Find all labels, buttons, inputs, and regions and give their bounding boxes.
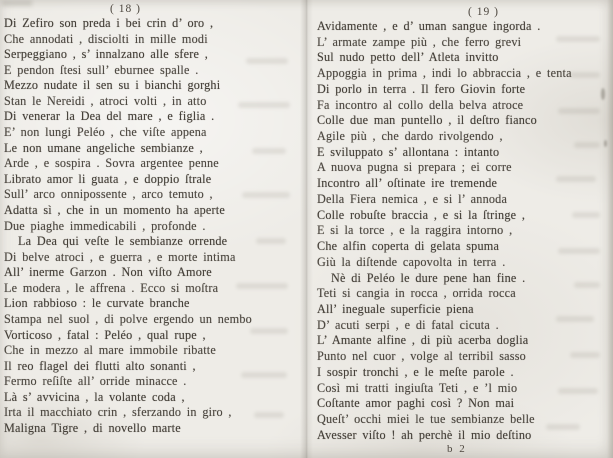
verse-line: Appoggia in prima , indi lo abbraccia , e tenta — [317, 66, 572, 81]
bleed-through-mark — [558, 248, 600, 254]
verse-line: Che alfin coperta di gelata spuma — [317, 239, 500, 254]
bleed-through-mark — [250, 328, 288, 334]
gutter-shadow — [300, 0, 313, 458]
verse-line: Che in mezzo al mare immobile ribatte — [4, 343, 216, 358]
verse-line: Di venerar la Dea del mare , e figlia . — [4, 109, 215, 124]
verse-line: Serpeggiano , s’ innalzano alle sfere , — [4, 47, 209, 62]
verse-line: Sul nudo petto dell’ Atleta invitto — [317, 50, 499, 65]
bleed-through-mark — [574, 142, 600, 148]
verse-line: Irta il macchiato crin , sferzando in giro , — [4, 405, 232, 420]
page-number-left: ( 18 ) — [110, 3, 141, 15]
verse-line: E pendon ſtesi sull’ eburnee spalle . — [4, 62, 199, 77]
verse-line: Queſt’ occhi miei le tue sembianze belle — [317, 411, 535, 426]
scan-smudge — [2, 0, 32, 6]
page-number-right: ( 19 ) — [468, 6, 499, 18]
bleed-through-mark — [556, 176, 596, 182]
verse-line: Colle due man puntello , il deſtro fianco — [317, 113, 537, 128]
verse-line: Punto nel cuor , volge al terribil sasso — [317, 349, 526, 364]
page-right — [306, 0, 613, 458]
verse-line: Stampa nel suol , di polve ergendo un nembo — [4, 311, 252, 326]
verse-line: Di Zefiro son preda i bei crin d’ oro , — [4, 16, 214, 30]
verse-line: Le modera , le affrena . Ecco si moſtra — [4, 280, 219, 295]
verse-line: Stan le Nereidi , atroci volti , in atto — [4, 93, 207, 108]
verse-line: I sospir tronchi , e le meſte parole . — [317, 364, 514, 379]
verse-line: Fermo reſiſte all’ orride minacce . — [4, 374, 187, 389]
bleed-through-mark — [238, 102, 290, 108]
bleed-through-mark — [236, 283, 288, 289]
verse-text-left — [4, 16, 252, 437]
verse-line: Teti si cangia in rocca , orrida rocca — [317, 286, 516, 301]
verse-line: E sviluppato s’ allontana : intanto — [317, 144, 500, 159]
bleed-through-mark — [570, 72, 600, 78]
verse-line: Il reo flagel dei flutti alto sonanti , — [4, 358, 196, 373]
bleed-through-mark — [242, 192, 290, 198]
bleed-through-mark — [254, 412, 284, 418]
verse-line: Arde , e sospira . Sovra argentee penne — [4, 156, 219, 171]
verse-line: All’ ineguale superficie piena — [317, 301, 474, 316]
verse-line: Mezzo nudate il sen su i bianchi gorghi — [4, 78, 221, 93]
verse-line: A nuova pugna si prepara ; ei corre — [317, 160, 512, 175]
signature-mark: b 2 — [447, 443, 467, 455]
page-left — [0, 0, 306, 458]
bleed-through-mark — [574, 282, 600, 288]
bleed-through-mark — [556, 316, 594, 322]
verse-line: Avesser viſto ! ah perchè il mio deſtino — [317, 427, 532, 442]
ink-stain — [601, 88, 605, 100]
verse-line: Due piaghe immedicabili , profonde . — [4, 218, 206, 233]
verse-line: E’ non lungi Peléo , che viſte appena — [4, 125, 207, 140]
verse-line: Agile più , che dardo rivolgendo , — [317, 129, 503, 144]
verse-line: Librato amor li guata , e doppio ſtrale — [4, 171, 212, 186]
page-edge-shadow — [607, 0, 613, 458]
verse-line: Giù la diſtende capovolta in terra . — [317, 254, 506, 269]
verse-line-indented: Nè di Peléo le dure pene han fine . — [331, 270, 526, 285]
bleed-through-mark — [558, 388, 598, 394]
verse-line: Avidamente , e d’ uman sangue ingorda . — [317, 19, 541, 33]
bleed-through-mark — [546, 424, 580, 430]
verse-line: Coſtante amor paghi così ? Non mai — [317, 396, 515, 411]
verse-line: Sull’ arco onnipossente , arco temuto , — [4, 187, 213, 202]
verse-line: Così mi tratti ingiuſta Teti , e ’l mio — [317, 380, 518, 395]
verse-line: Adatta sì , che in un momento ha aperte — [4, 202, 225, 217]
ink-stain — [604, 140, 607, 147]
verse-line: D’ acuti serpi , e di fatal cicuta . — [317, 317, 499, 332]
verse-line: Fa incontro al collo della belva atroce — [317, 97, 524, 112]
verse-line: E si la torce , e la raggira intorno , — [317, 223, 513, 238]
verse-line: L’ armate zampe più , che ferro grevi — [317, 34, 522, 49]
verse-line: Vorticoso , fatal : Peléo , qual rupe , — [4, 327, 206, 342]
bleed-through-mark — [256, 238, 286, 244]
verse-line: Là s’ avvicina , la volante coda , — [4, 389, 185, 404]
bleed-through-mark — [558, 108, 600, 114]
verse-line: All’ inerme Garzon . Non viſto Amore — [4, 265, 212, 280]
verse-line: Che annodati , disciolti in mille modi — [4, 31, 208, 46]
verse-line: Di belve atroci , e guerra , e morte intima — [4, 249, 236, 264]
bleed-through-mark — [556, 36, 600, 42]
verse-line: Maligna Tigre , di novello marte — [4, 421, 181, 436]
verse-line: Incontro all’ oſtinate ire tremende — [317, 176, 498, 191]
bleed-through-mark — [241, 372, 287, 378]
verse-line: L’ Amante alfine , di più acerba doglia — [317, 333, 529, 348]
verse-line: Lion rabbioso : le curvate branche — [4, 296, 190, 311]
bleed-through-mark — [572, 212, 600, 218]
verse-line: Colle robuſte braccia , e si la ſtringe , — [317, 207, 526, 222]
verse-line: Della Fiera nemica , e si l’ annoda — [317, 191, 508, 206]
verse-line: Le non umane angeliche sembianze , — [4, 140, 203, 155]
bleed-through-mark — [252, 148, 286, 154]
verse-line-indented: La Dea qui veſte le sembianze orrende — [18, 234, 228, 249]
verse-text-right — [317, 19, 572, 443]
verse-line: Di porlo in terra . Il fero Giovin forte — [317, 81, 526, 96]
bleed-through-mark — [570, 352, 600, 358]
bleed-through-mark — [246, 58, 288, 64]
